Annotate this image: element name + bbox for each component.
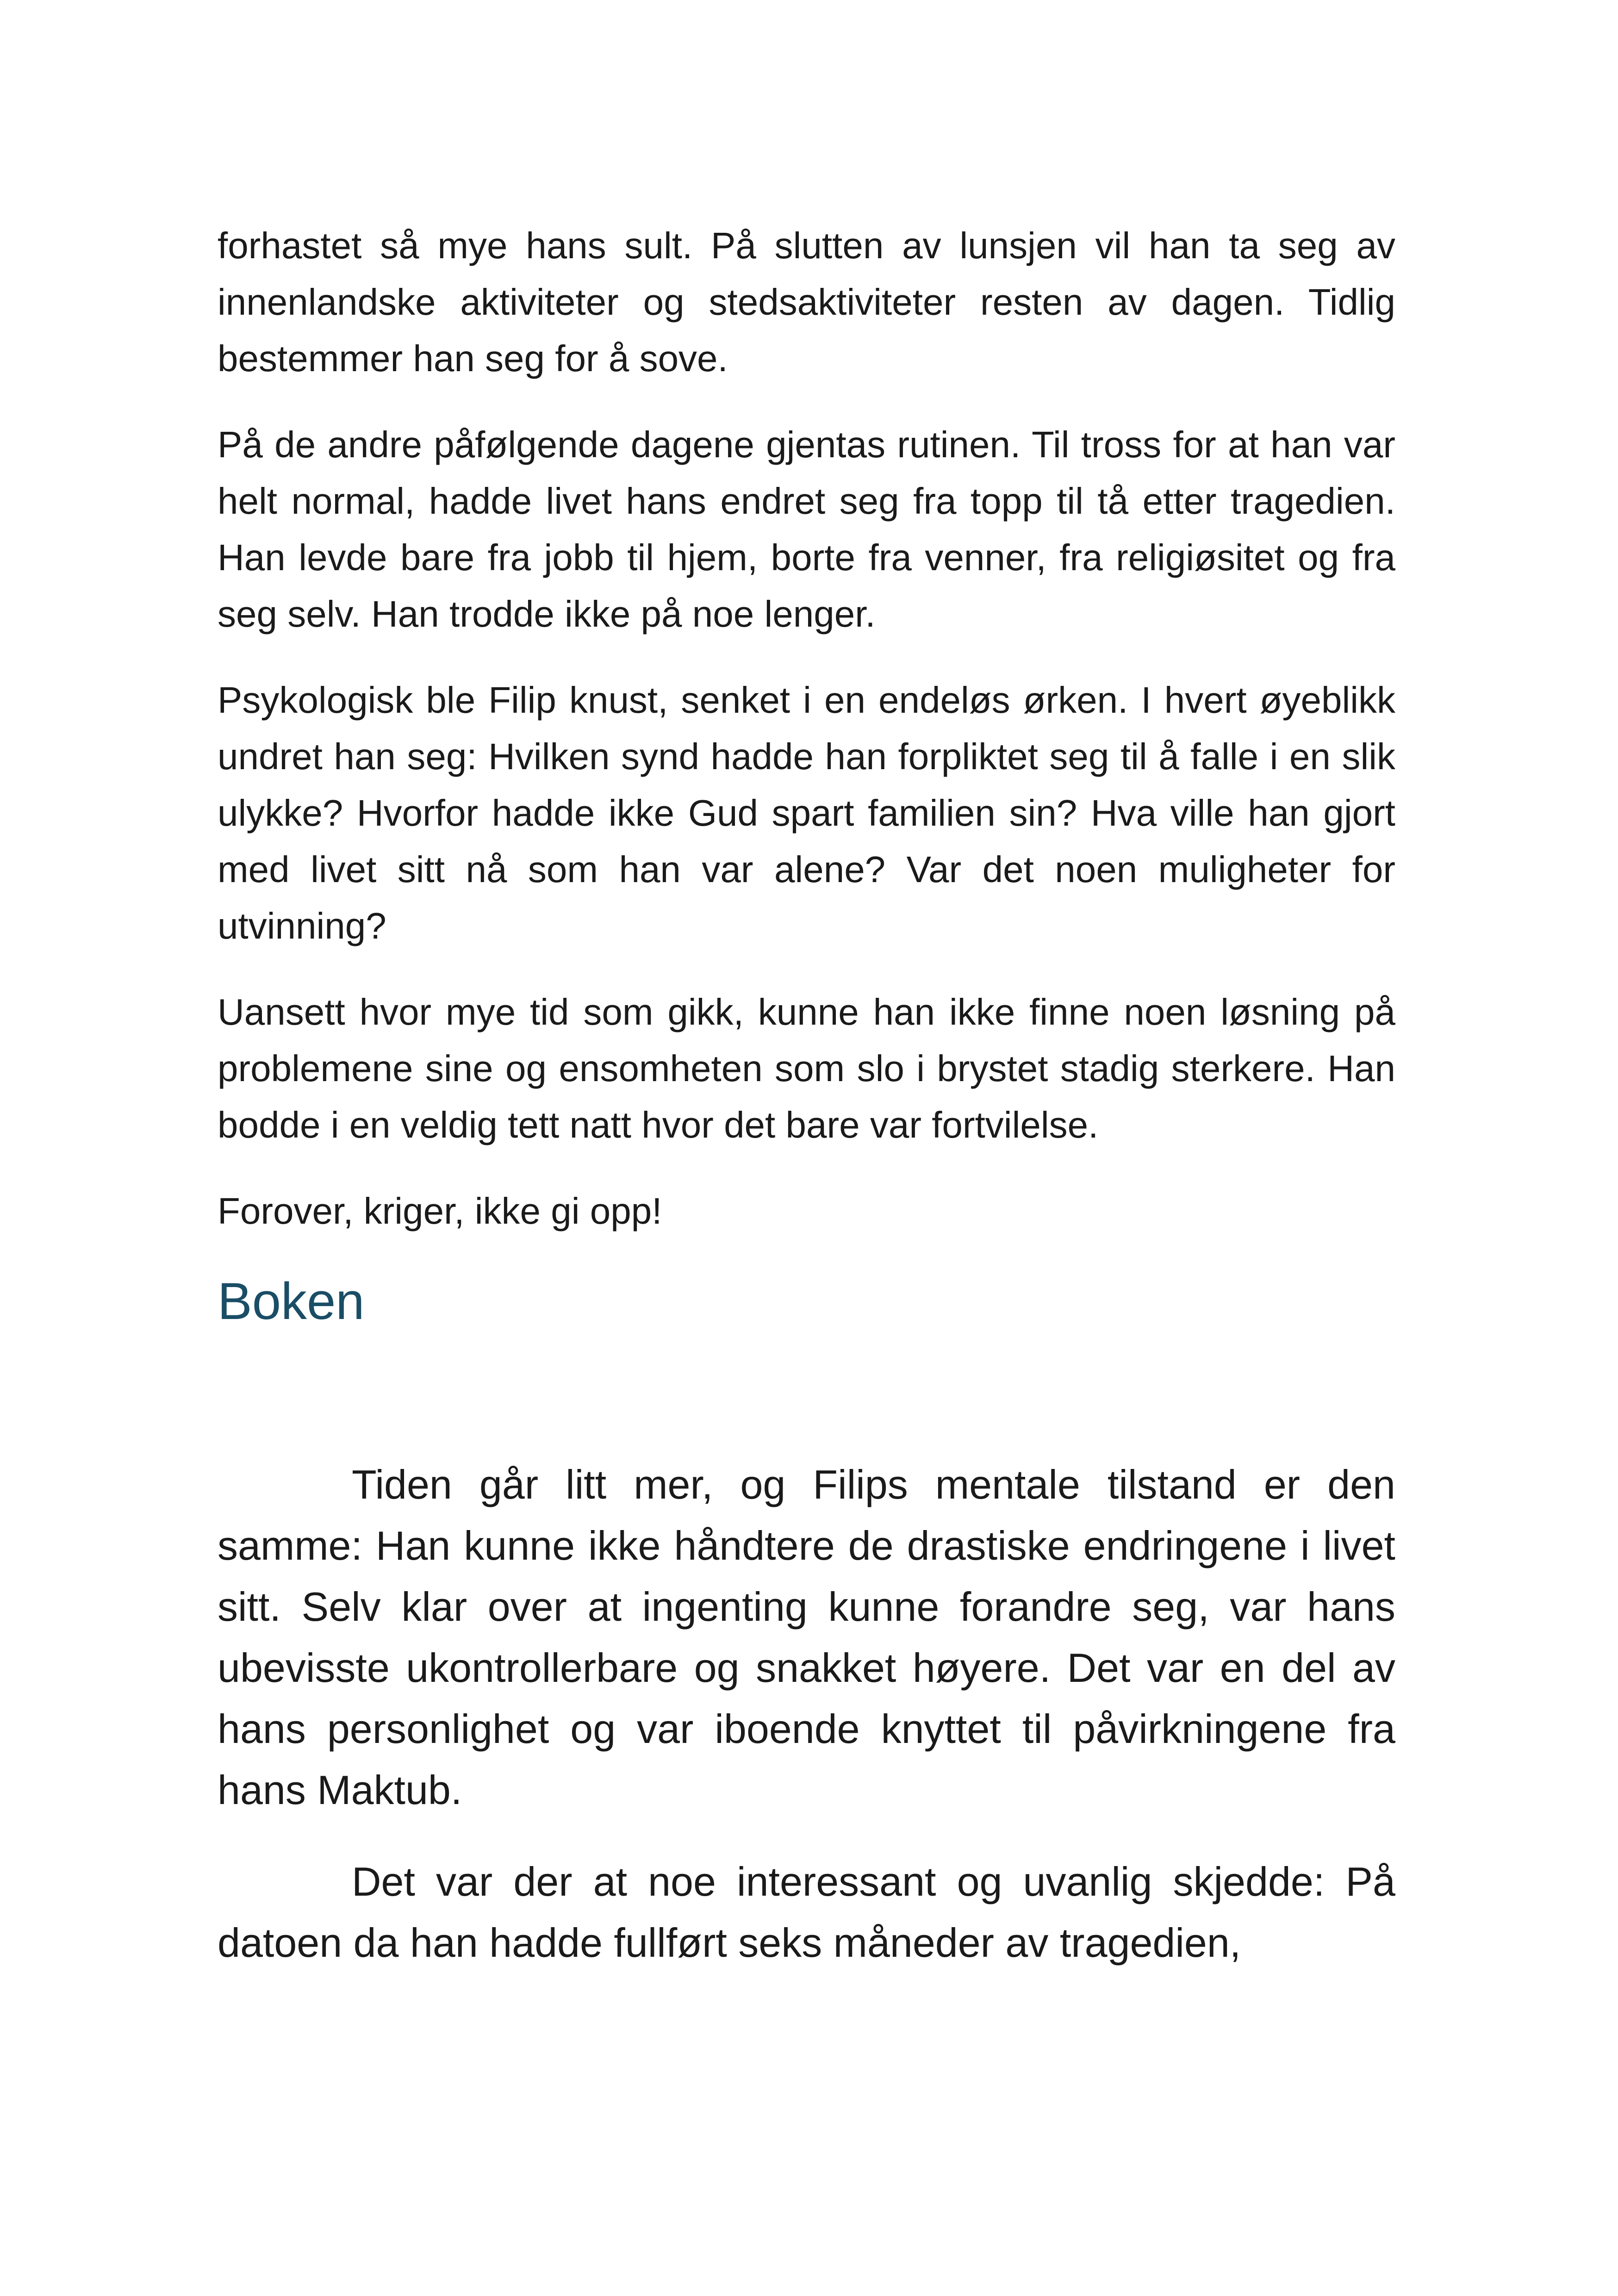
paragraph: På de andre påfølgende dagene gjentas rutinen. Til tross for at han var helt normal, hadde livet hans endret seg fra topp til tå etter tragedien. Han levde bare fra jobb til hjem, borte fra venner, fra religiøsitet og fra seg selv. Han trodde ikke på noe lenger. (218, 424, 1395, 635)
paragraph: Psykologisk ble Filip knust, senket i en endeløs ørken. I hvert øyeblikk undret han seg: Hvilken synd hadde han forpliktet seg til å falle i en slik ulykke? Hvorfor hadde ikke Gud spart familien sin? Hva ville han gjort med livet sitt nå som han var alene? Var det noen muligheter for utvinning? (218, 679, 1395, 946)
paragraph: Tiden går litt mer, og Filips mentale tilstand er den samme: Han kunne ikke håndtere de drastiske endringene i livet sitt. Selv klar over at ingenting kunne forandre seg, var hans ubevisste ukontrollerbare og snakket høyere. Det var en del av hans personlighet og var iboende knyttet til påvirkningene fra hans Maktub. (218, 1462, 1395, 1813)
paragraph: Uansett hvor mye tid som gikk, kunne han ikke finne noen løsning på problemene sine og ensomheten som slo i brystet stadig sterkere. Han bodde i en veldig tett natt hvor det bare var fortvilelse. (218, 991, 1395, 1145)
section-body (218, 1454, 1395, 1973)
paragraph: Forover, kriger, ikke gi opp! (218, 1190, 662, 1232)
page-content (218, 218, 1395, 2004)
section-heading: Boken (218, 1272, 365, 1330)
paragraph: forhastet så mye hans sult. På slutten av lunsjen vil han ta seg av innenlandske aktiviteter og stedsaktiviteter resten av dagen. Tidlig bestemmer han seg for å sove. (218, 225, 1395, 379)
paragraph: Det var der at noe interessant og uvanlig skjedde: På datoen da han hadde fullført seks måneder av tragedien, (218, 1859, 1395, 1966)
